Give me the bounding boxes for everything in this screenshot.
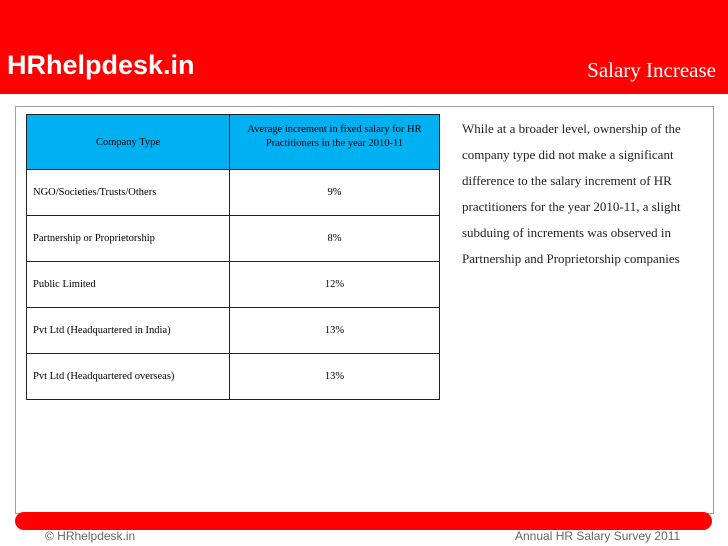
increment-value-cell: 9%	[230, 170, 440, 216]
footer-copyright: © HRhelpdesk.in	[45, 529, 136, 543]
slide-title: Salary Increase	[587, 58, 716, 82]
header-bar	[0, 0, 728, 94]
increment-value-cell: 13%	[230, 354, 440, 400]
increment-value-cell: 13%	[230, 308, 440, 354]
column-header-company-type: Company Type	[27, 115, 230, 170]
company-type-cell: Public Limited	[27, 262, 230, 308]
company-type-cell: Partnership or Proprietorship	[27, 216, 230, 262]
description-text: While at a broader level, ownership of the company type did not make a significant difference to the salary increment of HR practitioners for the year 2010-11, a slight subduing of increments was observed in Partnership and Proprietorship companies	[462, 121, 681, 266]
salary-increment-table	[26, 114, 440, 400]
company-type-cell: Pvt Ltd (Headquartered overseas)	[27, 354, 230, 400]
footer-survey-title: Annual HR Salary Survey 2011	[515, 529, 681, 543]
footer-bar	[15, 512, 712, 530]
increment-value-cell: 8%	[230, 216, 440, 262]
company-type-cell: Pvt Ltd (Headquartered in India)	[27, 308, 230, 354]
table-row	[27, 170, 440, 216]
table-row	[27, 216, 440, 262]
table-row	[27, 262, 440, 308]
table-row	[27, 308, 440, 354]
brand-logo-text: HRhelpdesk.in	[7, 50, 195, 80]
table-row	[27, 354, 440, 400]
column-header-average-increment: Average increment in fixed salary for HR Practitioners in the year 2010-11	[230, 115, 440, 170]
increment-value-cell: 12%	[230, 262, 440, 308]
company-type-cell: NGO/Societies/Trusts/Others	[27, 170, 230, 216]
table-header-row	[27, 115, 440, 170]
